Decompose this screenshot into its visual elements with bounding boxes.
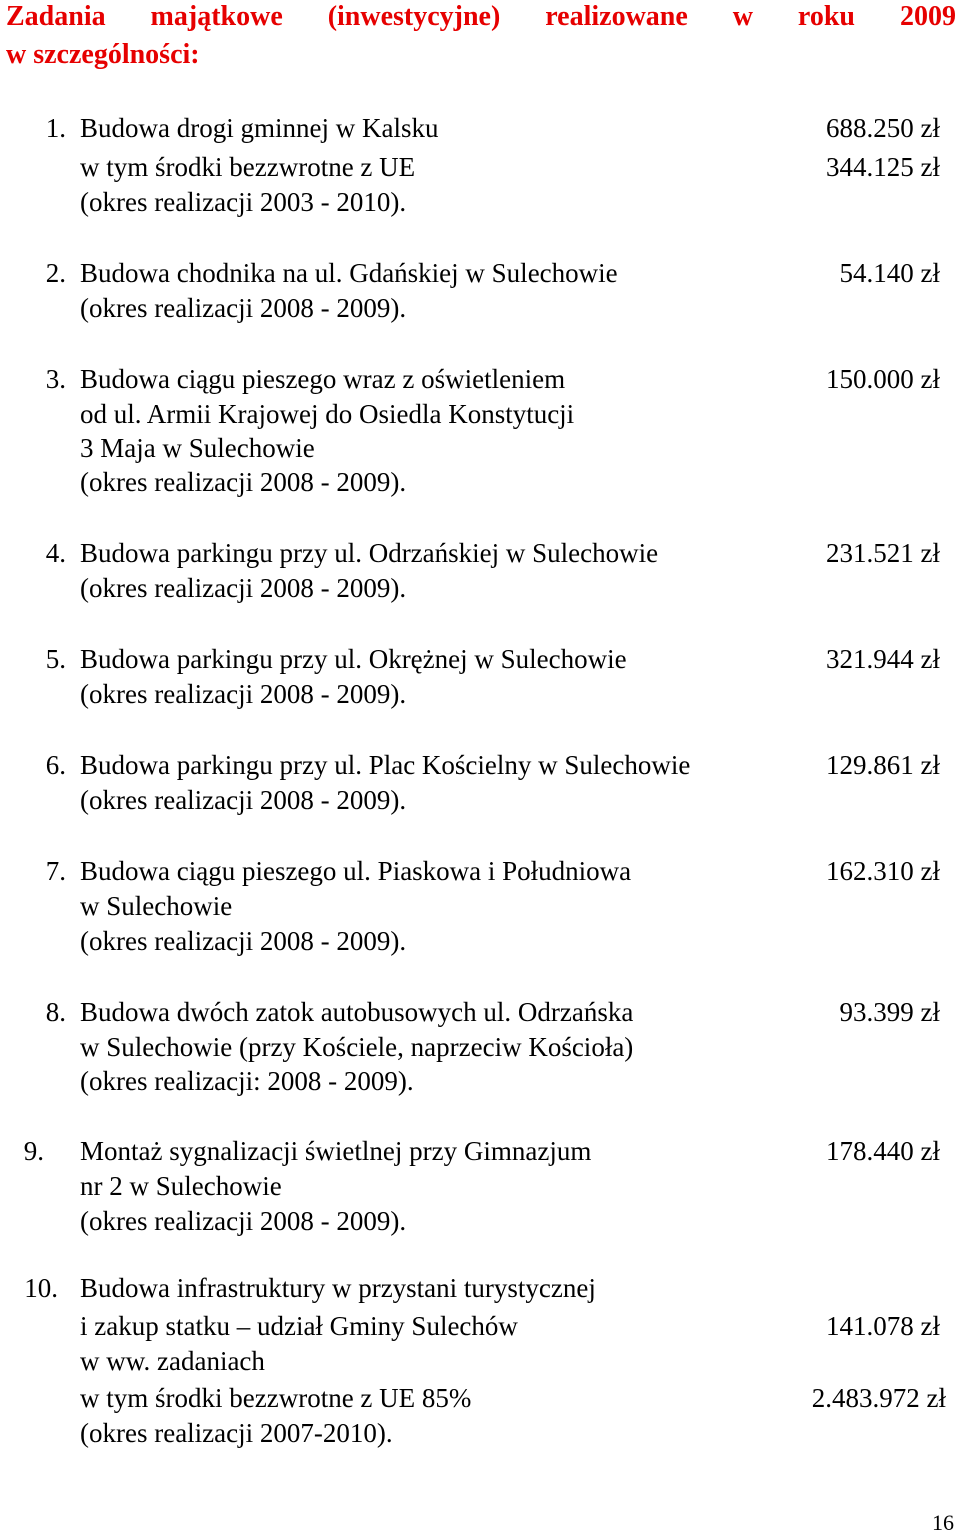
item-line: (okres realizacji 2008 - 2009). [80,573,407,603]
item-line: w ww. zadaniach [80,1346,265,1376]
item-number: 9. [23,1136,44,1166]
item-line: (okres realizacji 2008 - 2009). [80,467,407,497]
item-line: (okres realizacji: 2008 - 2009). [80,1066,414,1096]
item-line: (okres realizacji 2007-2010). [80,1418,393,1448]
item-line: w tym środki bezzwrotne z UE [80,152,416,182]
page-number: 16 [932,1510,954,1535]
item-number: 8. [45,997,66,1027]
section-heading [6,0,956,74]
item-line: nr 2 w Sulechowie [80,1171,282,1201]
item-amount: 231.521 zł [826,538,940,568]
item-line: (okres realizacji 2008 - 2009). [80,293,407,323]
item-line: w Sulechowie [80,891,233,921]
item-line: 3 Maja w Sulechowie [80,433,315,463]
item-amount: 54.140 zł [839,258,940,288]
item-amount: 2.483.972 zł [811,1383,946,1413]
item-line: (okres realizacji 2008 - 2009). [80,679,407,709]
heading-word: roku [797,1,855,32]
item-amount: 321.944 zł [826,644,940,674]
heading-word: majątkowe [150,1,283,32]
heading-line-1 [6,0,956,36]
item-number: 4. [45,538,66,568]
item-amount: 178.440 zł [826,1136,940,1166]
item-line: (okres realizacji 2008 - 2009). [80,926,407,956]
heading-word: realizowane [545,1,688,32]
item-amount: 93.399 zł [839,997,940,1027]
item-line: w tym środki bezzwrotne z UE 85% [80,1383,472,1413]
item-line: Budowa chodnika na ul. Gdańskiej w Sulechowie [80,258,618,288]
item-line: i zakup statku – udział Gminy Sulechów [80,1311,518,1341]
item-amount: 688.250 zł [826,113,940,143]
item-line: (okres realizacji 2008 - 2009). [80,1206,407,1236]
item-number: 1. [45,113,66,143]
item-line: Budowa parkingu przy ul. Odrzańskiej w Sulechowie [80,538,659,568]
heading-word: Zadania [6,1,106,32]
item-number: 6. [45,750,66,780]
item-number: 5. [45,644,66,674]
item-line: Montaż sygnalizacji świetlnej przy Gimnazjum [80,1136,592,1166]
heading-line-2: w szczególności: [6,39,200,70]
item-number: 3. [45,364,66,394]
item-line: Budowa ciągu pieszego wraz z oświetleniem [80,364,566,394]
item-line: Budowa infrastruktury w przystani turystycznej [80,1273,596,1303]
item-number: 7. [45,856,66,886]
item-amount: 141.078 zł [826,1311,940,1341]
item-amount: 150.000 zł [826,364,940,394]
item-amount: 162.310 zł [826,856,940,886]
item-line: Budowa ciągu pieszego ul. Piaskowa i Południowa [80,856,632,886]
item-line: (okres realizacji 2003 - 2010). [80,187,407,217]
heading-word: 2009 [899,1,956,32]
item-line: Budowa dwóch zatok autobusowych ul. Odrzańska [80,997,634,1027]
item-number: 10. [24,1273,58,1303]
heading-word: w [732,1,753,32]
item-line: Budowa drogi gminnej w Kalsku [80,113,439,143]
item-line: od ul. Armii Krajowej do Osiedla Konstytucji [80,399,575,429]
item-amount: 344.125 zł [826,152,940,182]
item-line: w Sulechowie (przy Kościele, naprzeciw Kościoła) [80,1032,634,1062]
item-number: 2. [45,258,66,288]
item-line: Budowa parkingu przy ul. Plac Kościelny w Sulechowie [80,750,691,780]
heading-word: (inwestycyjne) [327,1,501,32]
item-line: (okres realizacji 2008 - 2009). [80,785,407,815]
item-amount: 129.861 zł [826,750,940,780]
item-line: Budowa parkingu przy ul. Okrężnej w Sulechowie [80,644,627,674]
